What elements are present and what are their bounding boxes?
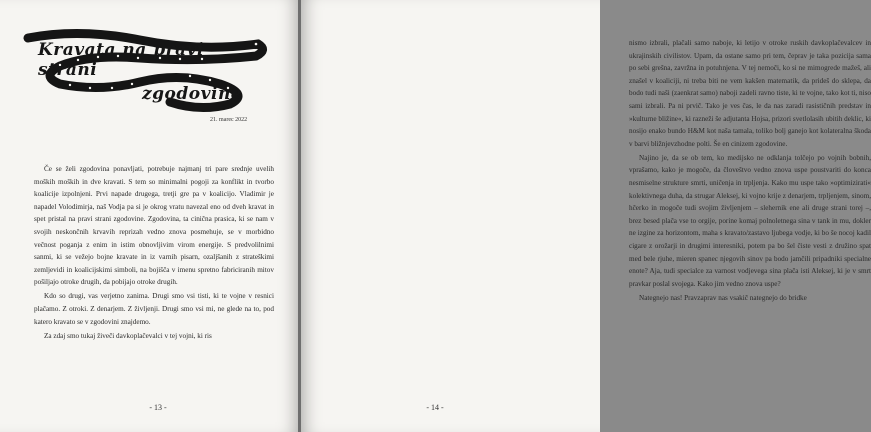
left-page <box>0 0 299 432</box>
page-number-right: - 14 - <box>426 403 444 412</box>
paragraph: Če se želi zgodovina ponavljati, potrebuje najmanj tri pare srednje uvelih moških moških in dve kravati. S tem so minimalni pogoji za konflikt in tvorbo koalicije izpolnjeni. Prvi napade drugega, tretji gre pa v koalicijo. Vladimir je napadel Volodimirja, naš Vodja pa si je okrog vratu navezal eno od dveh kravat in spet pristal na pravi strani zgodovine. Zgodovina, ta cinična prasica, ki se nam v svojih neskončnih krvavih reprizah vedno znova posmehuje, se v morbidno večnost poganja z enim in istim obnovljivim virom energije. S predvolilnimi sanmi, ki se vežejo bojne kravate in iz varnih pisarn, ozaljšanih z strateškimi zemljevidi in koalicijskimi simboli, na bojišča v imenu spretno fabriciranih mitov pošiljajo otroke drugih, da pobijajo otroke drugih. <box>34 165 274 287</box>
chapter-title-line-2: zgodovine <box>142 84 243 104</box>
paragraph: nismo izbrali, plačali samo naboje, ki letijo v otroke ruskih davkoplačevalcev in ukrajinskih civilistov. Upam, da ostane samo pri tem, čeprav je taka pozicija sama po sebi grešna, zavržna in potuhnjena. V tej nemoči, ko si ne mimogrede mažeš, ali znašel v koaliciji, ni treba biti ne vem kakšen matematik, da prideš do sklepa, da bodo tudi naši (zaenkrat samo) naboji zadeli ravno tiste, ki te vojne, tako kot ti, niso sami izbrali. Pa ni prvič. Tako je ves čas, le da nas zaradi rasističnih predstav in »kulturne bližine«, ki razneži še adjutanta Hojsa, prizori svetlolasih ubitih deklic, ki nosijo enako bundo H&M kot naša tamala, toliko bolj ganejo kot kolateralna škoda v barvi bližnjevzhodne polti. Še en cinizem zgodovine. <box>629 39 871 148</box>
paragraph: Za zdaj smo tukaj živeči davkoplačevalci v tej vojni, ki ris <box>44 331 212 340</box>
paragraph: Kdo so drugi, vas verjetno zanima. Drugi smo vsi tisti, ki te vojne v resnici plačamo. Z otroki. Z denarjem. Z življenji. Drugi smo vsi mi, ne glede na to, pod katero kravato se v zgodovini znajdemo. <box>34 292 274 326</box>
left-page-body <box>34 163 274 342</box>
paragraph: Nategnejo nas! Pravzaprav nas vsakič nategnejo do bridke <box>639 293 807 302</box>
chapter-title-line-1: Kravata na pravi strani <box>38 40 204 80</box>
paragraph: Najino je, da se ob tem, ko medijsko ne odklanja tolčejo po vojnih bobnih, vprašamo, kako je mogoče, da človeštvo vedno znova uspe poustvariti do konca nesmiselne strukture smrti, uničenja in trpljenja. Kako mu uspe tako »optimizirati« kolektivnega duha, da strugar Aleksej, ki vojno krije z denarjem, trpljenjem, sinom, hčerko in mogoče tudi svojim življenjem – slehernik ene ali druge strani torej –, brez besed plača vse to orgije, porine komaj polnoletnega sina v tank in mu, dokler ne izgine za horizontom, maha s kravato/zastavo ljubega vodje, ki bo še nocoj kadil cigare z orožarji in drugimi interesniki, potem pa bo šel čiste vesti z družino spat med bele rjuhe, mieren spanec njegovih sinov pa bodo jamčili pripadniki specialne enote? Aja, tudi specialce za varnost vodjevega sina plača isti Aleksej, ki je v smrt pravkar poslal svojega. Kako jim vedno znova uspe? <box>629 153 871 288</box>
right-page <box>301 0 871 432</box>
chapter-date: 21. marec 2022 <box>210 117 248 123</box>
page-number-left: - 13 - <box>149 403 167 412</box>
right-page-body <box>629 37 871 304</box>
